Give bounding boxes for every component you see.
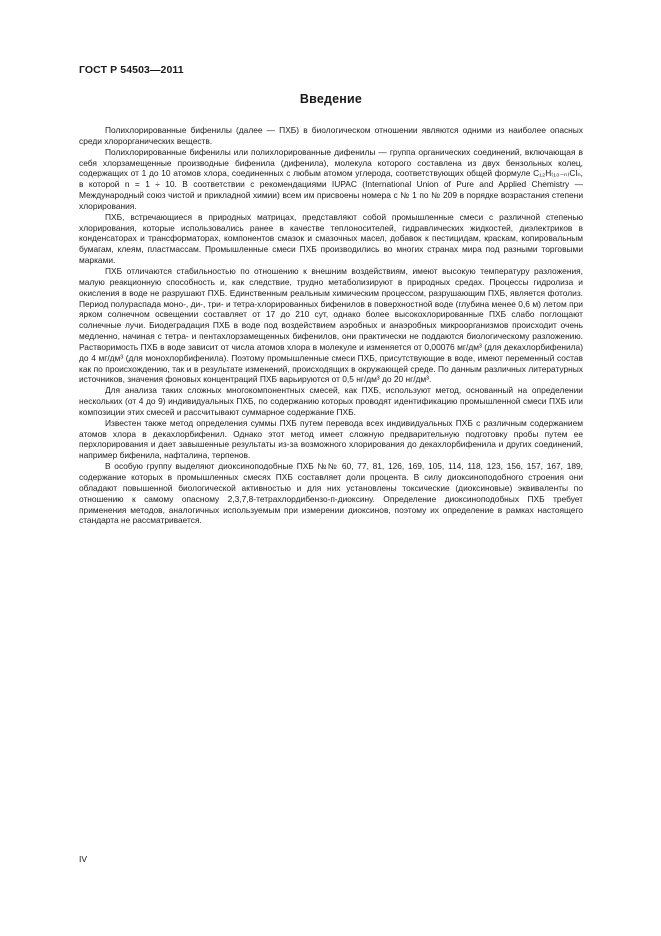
paragraph-3: ПХБ, встречающиеся в природных матрицах, представляют собой промышленные смеси с различной степенью хлорирования, которые использовались ранее в качестве теплоносителей, гидравлических жидкостей, диэлектриков в конденсаторах и трансформаторах, компонентов смазок и смазочных масел, добавок к пестицидам, краскам, копировальным бумагам, клеям, пластмассам. Промышленные смеси ПХБ производились во многих странах мира под разными торговыми марками. xyxy=(79,211,583,266)
paragraph-7: В особую группу выделяют диоксиноподобные ПХБ №№ 60, 77, 81, 126, 169, 105, 114, 118, 123, 156, 157, 167, 189, содержание которых в промышленных смесях ПХБ составляет доли процента. В силу диоксиноподобного строения они обладают повышенной биологической активностью и для них установлены токсические (диоксиновые) эквиваленты по отношению к самому опасному 2,3,7,8-тетрахлордибензо-п-диоксину. Определение диоксиноподобных ПХБ требует применения методов, аналогичных используемым при измерении диоксинов, поэтому их определение в рамках настоящего стандарта не рассматривается. xyxy=(79,461,583,526)
page-number: IV xyxy=(79,854,88,864)
introduction-body xyxy=(79,125,583,526)
paragraph-4: ПХБ отличаются стабильностью по отношению к внешним воздействиям, имеют высокую температуру разложения, малую реакционную способность и, как следствие, трудно метаболизируют в природных средах. Процессы гидролиза и окисления в воде не разрушают ПХБ. Единственным реальным химическим процессом, разрушающим ПХБ, является фотолиз. Период полураспада моно-, ди-, три- и тетра-хлорированных бифенилов в поверхностной воде (глубина менее 0,6 м) летом при ярком солнечном освещении составляет от 17 до 210 сут, однако более высокохлорированные ПХБ слабо поглощают солнечные лучи. Биодеградация ПХБ в воде под воздействием аэробных и анаэробных микроорганизмов происходит очень медленно, начиная с тетра- и пентахлорзамещенных бифенилов, они практически не поддаются биологическому разложению. Растворимость ПХБ в воде зависит от числа атомов хлора в молекуле и изменяется от 0,00076 мг/дм³ (для декахлорбифенила) до 4 мг/дм³ (для монохлорбифенила). Поэтому промышленные смеси ПХБ, присутствующие в воде, имеют переменный состав как по происхождению, так и в результате изменений, происходящих в окружающей среде. По данным различных литературных источников, значения фоновых концентраций ПХБ варьируются от 0,5 нг/дм³ до 20 нг/дм³. xyxy=(79,265,583,385)
paragraph-1: Полихлорированные бифенилы (далее — ПХБ) в биологическом отношении являются одними из наиболее опасных среди хлорорганических веществ. xyxy=(79,125,583,146)
paragraph-6: Известен также метод определения суммы ПХБ путем перевода всех индивидуальных ПХБ с различным содержанием атомов хлора в декахлорбифенил. Однако этот метод имеет сложную предварительную подготовку пробы путем ее перхлорирования и дает завышенные результаты из-за возможного хлорирования до декахлорбифенила и других соединений, например бифенила, нафталина, терпенов. xyxy=(79,417,583,461)
section-title: Введение xyxy=(299,92,363,106)
paragraph-2: Полихлорированные бифенилы или полихлорированные дифенилы — группа органических соединений, включающая в себя хлорзамещенные производные бифенила (дифенила), молекула которого составлена из двух бензольных колец, содержащих от 1 до 10 атомов хлора, соединенных с любым атомом углерода, соответствующих общей формуле C₁₂H₍₁₀₋ₙ₎Clₙ, в которой n = 1 ÷ 10. В соответствии с рекомендациями IUPAC (International Union of Pure and Applied Chemistry — Международный союз чистой и прикладной химии) всем им присвоены номера с № 1 по № 209 в порядке возрастания степени хлорирования. xyxy=(79,146,583,211)
paragraph-5: Для анализа таких сложных многокомпонентных смесей, как ПХБ, используют метод, основанный на определении нескольких (от 4 до 9) индивидуальных ПХБ, по содержанию которых проводят идентификацию промышленной смеси ПХБ или композиции этих смесей и рассчитывают суммарное содержание ПХБ. xyxy=(79,385,583,417)
document-header: ГОСТ Р 54503—2011 xyxy=(79,64,184,76)
